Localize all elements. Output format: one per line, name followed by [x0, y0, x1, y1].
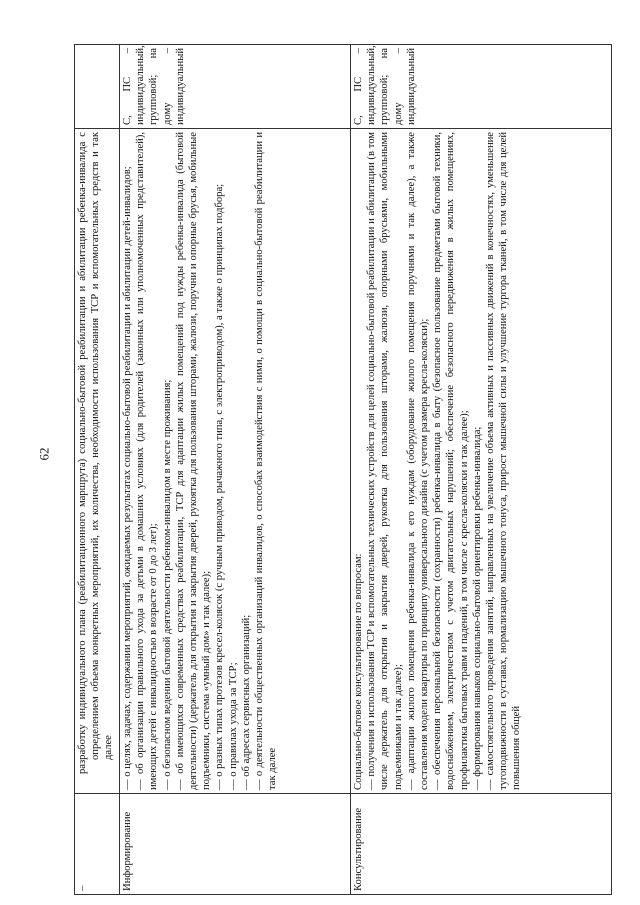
category-cell	[120, 794, 351, 895]
category-label: Информирование	[122, 811, 133, 891]
category-cell	[75, 794, 120, 895]
form-cell	[351, 45, 612, 129]
category-cell	[351, 794, 612, 895]
content-item: — о правилах ухода за ТСР;	[227, 662, 239, 790]
category-label: –	[77, 885, 88, 891]
table-row	[120, 45, 351, 895]
content-cell	[75, 129, 120, 794]
form-cell	[120, 45, 351, 129]
content-item: — формирования навыков социально-бытовой ориентировки ребенка-инвалида;	[471, 426, 483, 790]
content-item: — самостоятельного проведения занятий, направленных на увеличение объема активных и пассивных движений в конечностях, уменьшение тугоподвижности в суставах, нормализацию мышечного тонуса, прирост мышечной силы и улучшение тургора тканей, в том числе для целей повышения общей	[485, 132, 523, 790]
content-cell	[120, 129, 351, 794]
content-item: — о безопасном ведении бытовой деятельности ребенком-инвалидом в месте проживания;	[161, 379, 173, 790]
rehabilitation-table	[74, 44, 612, 895]
content-item: — о деятельности общественных организаций инвалидов, о способах взаимодействия с ними, о помощи в социально-бытовой реабилитации и так далее	[254, 132, 279, 790]
content-item: — об адресах сервисных организаций;	[240, 614, 252, 790]
category-label: Консультирование	[353, 807, 364, 891]
content-item: — об имеющихся современных средствах реабилитации, ТСР для адаптации жилых помещений под нужды ребенка-инвалида (бытовой деятельности) (держатель для открытия и закрытия дверей, рукоятка для пользования шторами, жалюзи, поручни и опорные брусья, мобильные подъемники, система «умный дом» и так далее);	[174, 132, 213, 790]
content-item: разработку индивидуального плана (реабилитационного маршрута) социально-бытовой реабилитации и абилитации ребенка-инвалида с определением объема конкретных мероприятий, их количества, необходимости использования ТСР и вспомогательных средств и так далее	[77, 132, 115, 774]
page-number: 62	[36, 447, 52, 461]
content-item: — получения и использования ТСР и вспомогательных технических устройств для целей социально-бытовой реабилитации и абилитации (в том числе держатель для открытия и закрытия дверей, рукоятка для пользования шторами, жалюзи, опорными брусьями, мобильными подъемниками и так далее);	[366, 132, 404, 790]
rotated-page	[74, 45, 614, 895]
content-item: — о целях, задачах, содержании мероприятий, ожидаемых результатах социально-бытовой реабилитации и абилитации детей-инвалидов;	[122, 166, 133, 790]
form-label: С, ПС – индивидуальный, групповой; на дому – индивидуальный	[122, 45, 186, 125]
content-cell	[351, 129, 612, 794]
table-row	[351, 45, 612, 895]
content-item: — о разных типах протезов кресел-колясок (с ручным приводом, рычажного типа, с электроприводом), а также о принципах подбора;	[214, 183, 226, 790]
table-row	[75, 45, 120, 895]
content-item: — обеспечения персональной безопасности (сохранности) ребенка-инвалида в быту (безопасное пользование предметами бытовой техники, водоснабжением, электричеством с учетом двигательных нарушений; обеспечение безопасного передвижения в жилых помещениях, профилактика бытовых травм и падений, в том числе с кресла-коляски и так далее);	[432, 132, 470, 790]
content-item: Социально-бытовое консультирование по вопросам:	[353, 553, 364, 790]
form-label: С, ПС – индивидуальный, групповой; на дому – индивидуальный	[353, 45, 417, 125]
content-item: — об организации правильного ухода за детьми в домашних условиях (для родителей (законных или уполномоченных представителей), имеющих детей с инвалидностью в возрасте от 0 до 3 лет);	[135, 132, 160, 790]
content-item: — адаптации жилого помещения ребенка-инвалида к его нуждам (оборудование жилого помещения поручнями и так далее), а также составления модели квартиры по принципу универсального дизайна (с учетом размера кресла-коляски);	[405, 132, 431, 790]
form-cell	[75, 45, 120, 129]
